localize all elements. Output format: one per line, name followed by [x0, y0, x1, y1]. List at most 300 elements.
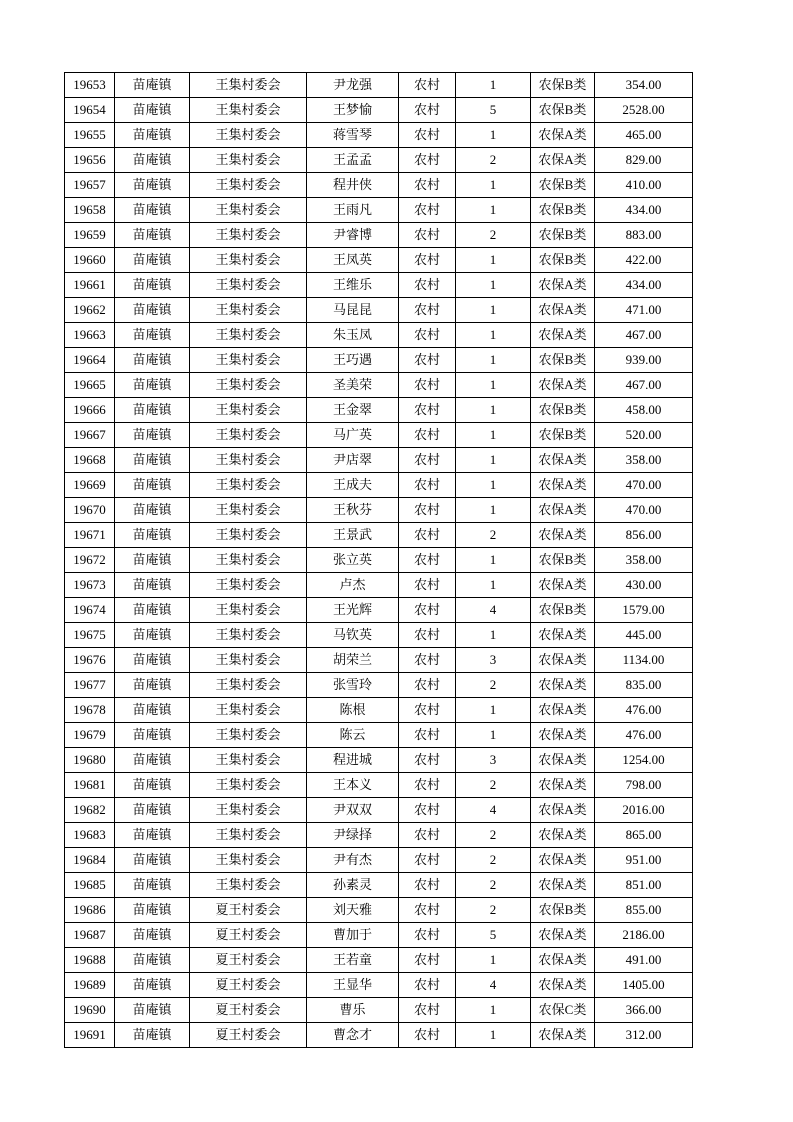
cell-town: 苗庵镇	[115, 748, 190, 773]
cell-village: 王集村委会	[190, 773, 307, 798]
cell-village: 王集村委会	[190, 273, 307, 298]
payment-table	[64, 72, 693, 1048]
cell-id: 19673	[65, 573, 115, 598]
cell-residence: 农村	[399, 473, 456, 498]
cell-id: 19654	[65, 98, 115, 123]
cell-amount: 467.00	[595, 373, 693, 398]
cell-category: 农保A类	[531, 123, 595, 148]
cell-category: 农保A类	[531, 148, 595, 173]
table-row	[65, 123, 693, 148]
cell-count: 1	[456, 123, 531, 148]
cell-name: 马昆昆	[307, 298, 399, 323]
cell-town: 苗庵镇	[115, 423, 190, 448]
cell-category: 农保A类	[531, 323, 595, 348]
cell-count: 4	[456, 598, 531, 623]
cell-residence: 农村	[399, 773, 456, 798]
table-row	[65, 698, 693, 723]
cell-name: 王显华	[307, 973, 399, 998]
cell-count: 1	[456, 173, 531, 198]
cell-category: 农保A类	[531, 298, 595, 323]
cell-amount: 939.00	[595, 348, 693, 373]
cell-name: 王维乐	[307, 273, 399, 298]
cell-residence: 农村	[399, 448, 456, 473]
cell-count: 1	[456, 198, 531, 223]
table-row	[65, 973, 693, 998]
cell-residence: 农村	[399, 423, 456, 448]
cell-town: 苗庵镇	[115, 573, 190, 598]
cell-count: 1	[456, 373, 531, 398]
cell-name: 卢杰	[307, 573, 399, 598]
cell-count: 2	[456, 673, 531, 698]
cell-name: 曹念才	[307, 1023, 399, 1048]
cell-village: 王集村委会	[190, 248, 307, 273]
cell-residence: 农村	[399, 948, 456, 973]
cell-village: 王集村委会	[190, 423, 307, 448]
cell-residence: 农村	[399, 348, 456, 373]
cell-residence: 农村	[399, 373, 456, 398]
cell-residence: 农村	[399, 523, 456, 548]
cell-village: 王集村委会	[190, 723, 307, 748]
cell-name: 尹绿择	[307, 823, 399, 848]
table-row	[65, 173, 693, 198]
cell-town: 苗庵镇	[115, 198, 190, 223]
cell-count: 2	[456, 848, 531, 873]
table-row	[65, 623, 693, 648]
cell-id: 19661	[65, 273, 115, 298]
cell-id: 19659	[65, 223, 115, 248]
cell-count: 4	[456, 973, 531, 998]
cell-residence: 农村	[399, 298, 456, 323]
cell-village: 王集村委会	[190, 323, 307, 348]
cell-id: 19678	[65, 698, 115, 723]
cell-name: 王孟孟	[307, 148, 399, 173]
cell-village: 夏王村委会	[190, 923, 307, 948]
cell-town: 苗庵镇	[115, 973, 190, 998]
cell-name: 陈根	[307, 698, 399, 723]
cell-town: 苗庵镇	[115, 998, 190, 1023]
cell-amount: 1405.00	[595, 973, 693, 998]
cell-name: 王景武	[307, 523, 399, 548]
cell-town: 苗庵镇	[115, 873, 190, 898]
cell-amount: 354.00	[595, 73, 693, 98]
cell-residence: 农村	[399, 98, 456, 123]
cell-id: 19691	[65, 1023, 115, 1048]
table-row	[65, 223, 693, 248]
cell-category: 农保B类	[531, 548, 595, 573]
cell-name: 圣美荣	[307, 373, 399, 398]
cell-residence: 农村	[399, 823, 456, 848]
cell-name: 陈云	[307, 723, 399, 748]
cell-residence: 农村	[399, 198, 456, 223]
cell-village: 王集村委会	[190, 298, 307, 323]
cell-id: 19680	[65, 748, 115, 773]
cell-town: 苗庵镇	[115, 323, 190, 348]
cell-amount: 520.00	[595, 423, 693, 448]
cell-residence: 农村	[399, 223, 456, 248]
cell-id: 19668	[65, 448, 115, 473]
cell-residence: 农村	[399, 923, 456, 948]
cell-count: 1	[456, 573, 531, 598]
table-row	[65, 823, 693, 848]
cell-village: 王集村委会	[190, 673, 307, 698]
cell-village: 王集村委会	[190, 498, 307, 523]
cell-category: 农保A类	[531, 748, 595, 773]
cell-residence: 农村	[399, 248, 456, 273]
cell-town: 苗庵镇	[115, 448, 190, 473]
cell-count: 4	[456, 798, 531, 823]
table-row	[65, 398, 693, 423]
cell-name: 马钦英	[307, 623, 399, 648]
cell-town: 苗庵镇	[115, 948, 190, 973]
cell-residence: 农村	[399, 748, 456, 773]
cell-count: 1	[456, 398, 531, 423]
cell-name: 王金翠	[307, 398, 399, 423]
cell-village: 夏王村委会	[190, 998, 307, 1023]
table-row	[65, 548, 693, 573]
cell-id: 19653	[65, 73, 115, 98]
cell-id: 19672	[65, 548, 115, 573]
cell-amount: 470.00	[595, 473, 693, 498]
cell-count: 1	[456, 1023, 531, 1048]
cell-count: 5	[456, 923, 531, 948]
cell-town: 苗庵镇	[115, 648, 190, 673]
table-row	[65, 73, 693, 98]
cell-village: 王集村委会	[190, 198, 307, 223]
cell-count: 1	[456, 623, 531, 648]
cell-id: 19690	[65, 998, 115, 1023]
table-row	[65, 423, 693, 448]
cell-village: 王集村委会	[190, 623, 307, 648]
cell-count: 2	[456, 148, 531, 173]
cell-amount: 865.00	[595, 823, 693, 848]
cell-count: 1	[456, 448, 531, 473]
cell-name: 王本义	[307, 773, 399, 798]
cell-village: 夏王村委会	[190, 1023, 307, 1048]
cell-town: 苗庵镇	[115, 223, 190, 248]
cell-category: 农保B类	[531, 598, 595, 623]
cell-id: 19674	[65, 598, 115, 623]
cell-count: 2	[456, 823, 531, 848]
cell-town: 苗庵镇	[115, 523, 190, 548]
cell-village: 王集村委会	[190, 173, 307, 198]
cell-town: 苗庵镇	[115, 548, 190, 573]
cell-name: 程井侠	[307, 173, 399, 198]
table-row	[65, 648, 693, 673]
cell-village: 夏王村委会	[190, 948, 307, 973]
table-row	[65, 473, 693, 498]
cell-village: 王集村委会	[190, 823, 307, 848]
cell-id: 19663	[65, 323, 115, 348]
cell-name: 孙素灵	[307, 873, 399, 898]
cell-town: 苗庵镇	[115, 848, 190, 873]
cell-category: 农保A类	[531, 473, 595, 498]
table-row	[65, 523, 693, 548]
cell-name: 蒋雪琴	[307, 123, 399, 148]
cell-id: 19682	[65, 798, 115, 823]
cell-id: 19669	[65, 473, 115, 498]
cell-count: 2	[456, 223, 531, 248]
cell-category: 农保A类	[531, 648, 595, 673]
cell-residence: 农村	[399, 273, 456, 298]
cell-village: 王集村委会	[190, 148, 307, 173]
cell-amount: 1254.00	[595, 748, 693, 773]
cell-id: 19662	[65, 298, 115, 323]
cell-town: 苗庵镇	[115, 698, 190, 723]
cell-category: 农保A类	[531, 573, 595, 598]
cell-name: 王秋芬	[307, 498, 399, 523]
cell-id: 19684	[65, 848, 115, 873]
cell-name: 王凤英	[307, 248, 399, 273]
cell-category: 农保A类	[531, 273, 595, 298]
table-row	[65, 148, 693, 173]
cell-count: 1	[456, 548, 531, 573]
cell-id: 19679	[65, 723, 115, 748]
cell-count: 1	[456, 998, 531, 1023]
cell-residence: 农村	[399, 848, 456, 873]
cell-category: 农保A类	[531, 673, 595, 698]
cell-village: 王集村委会	[190, 548, 307, 573]
table-row	[65, 773, 693, 798]
cell-amount: 1579.00	[595, 598, 693, 623]
cell-name: 胡荣兰	[307, 648, 399, 673]
cell-amount: 491.00	[595, 948, 693, 973]
cell-name: 尹睿博	[307, 223, 399, 248]
cell-category: 农保B类	[531, 423, 595, 448]
cell-amount: 312.00	[595, 1023, 693, 1048]
cell-count: 2	[456, 873, 531, 898]
cell-count: 2	[456, 523, 531, 548]
cell-category: 农保B类	[531, 348, 595, 373]
cell-residence: 农村	[399, 173, 456, 198]
cell-id: 19660	[65, 248, 115, 273]
cell-residence: 农村	[399, 873, 456, 898]
cell-category: 农保B类	[531, 98, 595, 123]
cell-village: 王集村委会	[190, 223, 307, 248]
cell-amount: 358.00	[595, 548, 693, 573]
cell-town: 苗庵镇	[115, 248, 190, 273]
cell-residence: 农村	[399, 148, 456, 173]
cell-category: 农保A类	[531, 448, 595, 473]
table-row	[65, 998, 693, 1023]
cell-village: 王集村委会	[190, 448, 307, 473]
cell-category: 农保A类	[531, 373, 595, 398]
table-row	[65, 198, 693, 223]
cell-town: 苗庵镇	[115, 73, 190, 98]
cell-count: 1	[456, 423, 531, 448]
cell-residence: 农村	[399, 398, 456, 423]
cell-town: 苗庵镇	[115, 373, 190, 398]
cell-id: 19681	[65, 773, 115, 798]
cell-residence: 农村	[399, 673, 456, 698]
cell-count: 1	[456, 723, 531, 748]
cell-name: 尹有杰	[307, 848, 399, 873]
cell-residence: 农村	[399, 548, 456, 573]
table-row	[65, 498, 693, 523]
table-row	[65, 448, 693, 473]
cell-amount: 835.00	[595, 673, 693, 698]
cell-town: 苗庵镇	[115, 723, 190, 748]
cell-town: 苗庵镇	[115, 473, 190, 498]
cell-village: 王集村委会	[190, 98, 307, 123]
cell-amount: 465.00	[595, 123, 693, 148]
cell-category: 农保A类	[531, 723, 595, 748]
cell-id: 19687	[65, 923, 115, 948]
cell-residence: 农村	[399, 73, 456, 98]
cell-residence: 农村	[399, 323, 456, 348]
cell-id: 19671	[65, 523, 115, 548]
cell-town: 苗庵镇	[115, 123, 190, 148]
cell-amount: 798.00	[595, 773, 693, 798]
table-row	[65, 673, 693, 698]
cell-name: 王成夫	[307, 473, 399, 498]
cell-amount: 434.00	[595, 273, 693, 298]
cell-category: 农保A类	[531, 523, 595, 548]
cell-village: 王集村委会	[190, 348, 307, 373]
cell-amount: 467.00	[595, 323, 693, 348]
cell-count: 1	[456, 298, 531, 323]
cell-id: 19685	[65, 873, 115, 898]
cell-id: 19666	[65, 398, 115, 423]
cell-town: 苗庵镇	[115, 623, 190, 648]
cell-count: 1	[456, 698, 531, 723]
cell-village: 王集村委会	[190, 523, 307, 548]
cell-category: 农保A类	[531, 923, 595, 948]
cell-town: 苗庵镇	[115, 798, 190, 823]
table-row	[65, 373, 693, 398]
cell-count: 1	[456, 948, 531, 973]
cell-category: 农保B类	[531, 223, 595, 248]
cell-residence: 农村	[399, 598, 456, 623]
cell-count: 1	[456, 498, 531, 523]
table-row	[65, 948, 693, 973]
cell-category: 农保A类	[531, 623, 595, 648]
table-row	[65, 323, 693, 348]
cell-amount: 422.00	[595, 248, 693, 273]
cell-village: 王集村委会	[190, 398, 307, 423]
table-row	[65, 848, 693, 873]
cell-amount: 358.00	[595, 448, 693, 473]
cell-id: 19665	[65, 373, 115, 398]
table-row	[65, 98, 693, 123]
cell-amount: 851.00	[595, 873, 693, 898]
table-body	[65, 73, 693, 1048]
table-row	[65, 723, 693, 748]
cell-residence: 农村	[399, 123, 456, 148]
cell-name: 张立英	[307, 548, 399, 573]
cell-count: 1	[456, 248, 531, 273]
cell-category: 农保B类	[531, 173, 595, 198]
cell-town: 苗庵镇	[115, 98, 190, 123]
cell-category: 农保B类	[531, 248, 595, 273]
cell-category: 农保A类	[531, 798, 595, 823]
cell-town: 苗庵镇	[115, 398, 190, 423]
cell-amount: 445.00	[595, 623, 693, 648]
cell-town: 苗庵镇	[115, 1023, 190, 1048]
cell-id: 19670	[65, 498, 115, 523]
cell-amount: 855.00	[595, 898, 693, 923]
cell-town: 苗庵镇	[115, 498, 190, 523]
cell-amount: 883.00	[595, 223, 693, 248]
cell-residence: 农村	[399, 648, 456, 673]
cell-name: 程进城	[307, 748, 399, 773]
cell-name: 朱玉凤	[307, 323, 399, 348]
cell-residence: 农村	[399, 573, 456, 598]
cell-village: 王集村委会	[190, 73, 307, 98]
cell-count: 1	[456, 473, 531, 498]
cell-category: 农保C类	[531, 998, 595, 1023]
cell-id: 19675	[65, 623, 115, 648]
cell-count: 1	[456, 73, 531, 98]
cell-residence: 农村	[399, 698, 456, 723]
cell-count: 1	[456, 273, 531, 298]
cell-name: 王光辉	[307, 598, 399, 623]
cell-category: 农保A类	[531, 773, 595, 798]
cell-category: 农保A类	[531, 848, 595, 873]
cell-amount: 856.00	[595, 523, 693, 548]
cell-amount: 476.00	[595, 698, 693, 723]
cell-residence: 农村	[399, 898, 456, 923]
cell-village: 王集村委会	[190, 848, 307, 873]
table-row	[65, 1023, 693, 1048]
cell-town: 苗庵镇	[115, 823, 190, 848]
cell-category: 农保A类	[531, 823, 595, 848]
cell-category: 农保A类	[531, 698, 595, 723]
cell-town: 苗庵镇	[115, 348, 190, 373]
cell-amount: 2528.00	[595, 98, 693, 123]
cell-id: 19689	[65, 973, 115, 998]
table-row	[65, 248, 693, 273]
cell-amount: 829.00	[595, 148, 693, 173]
table-row	[65, 923, 693, 948]
cell-residence: 农村	[399, 973, 456, 998]
cell-category: 农保B类	[531, 198, 595, 223]
cell-village: 王集村委会	[190, 123, 307, 148]
cell-amount: 434.00	[595, 198, 693, 223]
cell-id: 19656	[65, 148, 115, 173]
cell-id: 19655	[65, 123, 115, 148]
cell-name: 张雪玲	[307, 673, 399, 698]
cell-name: 曹乐	[307, 998, 399, 1023]
cell-town: 苗庵镇	[115, 773, 190, 798]
cell-village: 夏王村委会	[190, 973, 307, 998]
cell-id: 19677	[65, 673, 115, 698]
cell-town: 苗庵镇	[115, 173, 190, 198]
cell-category: 农保B类	[531, 398, 595, 423]
cell-id: 19686	[65, 898, 115, 923]
cell-village: 王集村委会	[190, 873, 307, 898]
table-row	[65, 348, 693, 373]
cell-residence: 农村	[399, 498, 456, 523]
cell-town: 苗庵镇	[115, 298, 190, 323]
cell-amount: 430.00	[595, 573, 693, 598]
cell-amount: 410.00	[595, 173, 693, 198]
cell-name: 王若童	[307, 948, 399, 973]
cell-village: 王集村委会	[190, 473, 307, 498]
table-row	[65, 798, 693, 823]
cell-village: 王集村委会	[190, 573, 307, 598]
cell-town: 苗庵镇	[115, 923, 190, 948]
cell-residence: 农村	[399, 723, 456, 748]
cell-count: 3	[456, 648, 531, 673]
cell-amount: 951.00	[595, 848, 693, 873]
cell-village: 王集村委会	[190, 373, 307, 398]
cell-id: 19658	[65, 198, 115, 223]
table-row	[65, 598, 693, 623]
cell-amount: 476.00	[595, 723, 693, 748]
cell-village: 王集村委会	[190, 698, 307, 723]
cell-residence: 农村	[399, 1023, 456, 1048]
cell-residence: 农村	[399, 998, 456, 1023]
